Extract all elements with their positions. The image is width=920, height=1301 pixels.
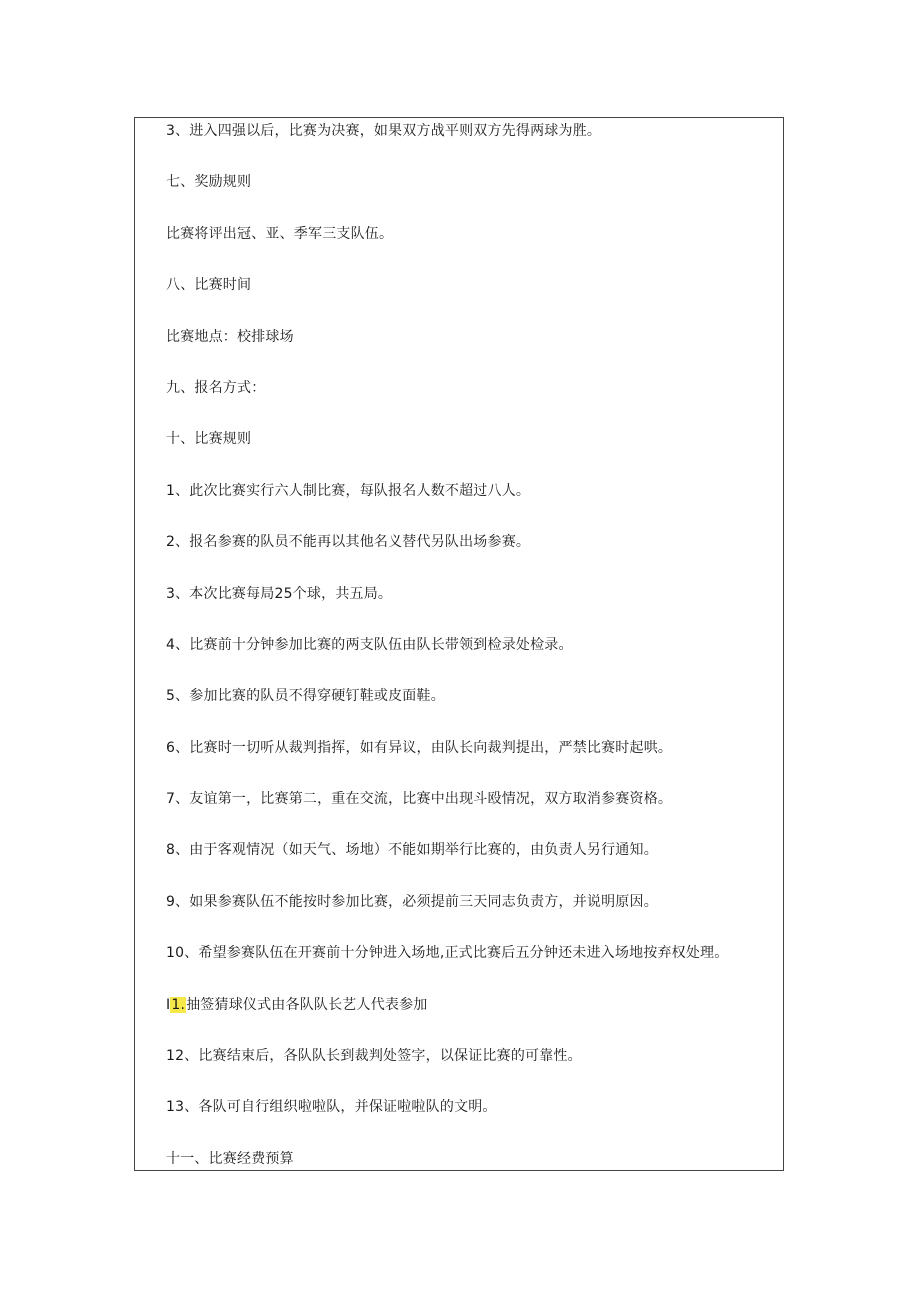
rule-11-prefix: I (166, 996, 171, 1013)
rule-item-11 (166, 995, 766, 1046)
text-line: 比赛将评出冠、亚、季军三支队伍。 (166, 225, 394, 242)
section-heading: 十一、比赛经费预算 (166, 1150, 294, 1167)
rule-item: 3、本次比赛每局25个球，共五局。 (166, 585, 393, 602)
highlighted-number: 1. (171, 996, 186, 1013)
text-line: 比赛地点：校排球场 (166, 328, 294, 345)
section-heading: 八、比赛时间 (166, 277, 252, 294)
rule-item: 5、参加比赛的队员不得穿硬钉鞋或皮面鞋。 (166, 688, 445, 705)
rule-item: 8、由于客观情况（如天气、场地）不能如期举行比赛的，由负责人另行通知。 (166, 842, 658, 859)
rule-item: 13、各队可自行组织啦啦队，并保证啦啦队的文明。 (166, 1099, 497, 1116)
rule-11-text: 抽签猜球仪式由各队队长艺人代表参加 (186, 996, 428, 1013)
rule-item: 4、比赛前十分钟参加比赛的两支队伍由队长带领到检录处检录。 (166, 636, 573, 653)
section-heading: 九、报名方式： (166, 379, 266, 396)
document-body (166, 121, 766, 1200)
rule-item: 6、比赛时一切听从裁判指挥，如有异议，由队长向裁判提出，严禁比赛时起哄。 (166, 739, 673, 756)
rule-item: 10、希望参赛队伍在开赛前十分钟进入场地,正式比赛后五分钟还未进入场地按弃权处理。 (166, 945, 729, 962)
text-line: 3、进入四强以后，比赛为决赛，如果双方战平则双方先得两球为胜。 (166, 123, 602, 139)
section-heading: 十、比赛规则 (166, 431, 252, 448)
rule-item: 12、比赛结束后，各队队长到裁判处签字，以保证比赛的可靠性。 (166, 1048, 582, 1065)
rule-item: 7、友谊第一，比赛第二，重在交流，比赛中出现斗殴情况，双方取消参赛资格。 (166, 791, 673, 808)
rule-item: 2、报名参赛的队员不能再以其他名义替代另队出场参赛。 (166, 534, 531, 551)
rule-item: 1、此次比赛实行六人制比赛，每队报名人数不超过八人。 (166, 482, 531, 499)
section-heading: 七、奖励规则 (166, 174, 252, 191)
rule-item: 9、如果参赛队伍不能按时参加比赛，必须提前三天同志负责方，并说明原因。 (166, 893, 658, 910)
